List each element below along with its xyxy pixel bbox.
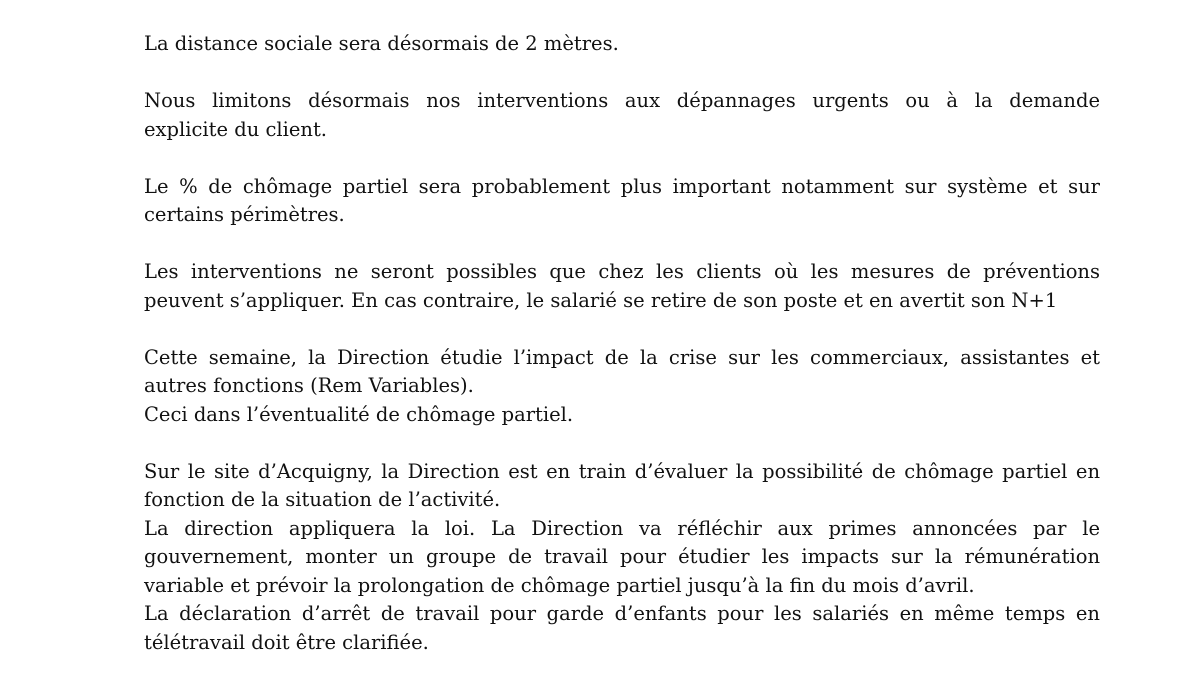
text-line: La distance sociale sera désormais de 2 mètres. <box>144 32 619 55</box>
text-line: Les interventions ne seront possibles que chez les clients où les mesures de préventions <box>144 260 1100 283</box>
text-line: peuvent s’appliquer. En cas contraire, le salarié se retire de son poste et en avertit son N+1 <box>144 288 1058 312</box>
text-line: Nous limitons désormais nos interventions aux dépannages urgents ou à la demande <box>144 89 1100 112</box>
text-line: Ceci dans l’éventualité de chômage partiel. <box>144 402 574 426</box>
text-line: explicite du client. <box>144 117 327 141</box>
text-line: télétravail doit être clarifiée. <box>144 630 429 654</box>
text-line: Sur le site d’Acquigny, la Direction est en train d’évaluer la possibilité de chômage partiel en <box>144 459 1100 483</box>
text-line: fonction de la situation de l’activité. <box>144 488 501 511</box>
text-line: gouvernement, monter un groupe de travail pour étudier les impacts sur la rémunération <box>144 545 1100 568</box>
text-line: La déclaration d’arrêt de travail pour garde d’enfants pour les salariés en même temps en <box>144 602 1100 625</box>
paragraph-client-prevention <box>144 258 1100 315</box>
text-line: Cette semaine, la Direction étudie l’impact de la crise sur les commerciaux, assistantes et <box>144 345 1100 369</box>
paragraph-interventions-limit <box>144 87 1100 144</box>
text-line: certains périmètres. <box>144 203 345 226</box>
paragraph-crisis-impact <box>144 344 1100 430</box>
paragraph-acquigny-site <box>144 458 1100 658</box>
document-body <box>144 30 1100 686</box>
paragraph-social-distance <box>144 30 1100 59</box>
text-line: autres fonctions (Rem Variables). <box>144 374 474 397</box>
text-line: La direction appliquera la loi. La Direction va réfléchir aux primes annoncées par le <box>144 516 1100 540</box>
paragraph-partial-unemployment <box>144 173 1100 230</box>
text-line: variable et prévoir la prolongation de chômage partiel jusqu’à la fin du mois d’avril. <box>144 573 975 597</box>
text-line: Le % de chômage partiel sera probablement plus important notamment sur système et sur <box>144 174 1100 198</box>
